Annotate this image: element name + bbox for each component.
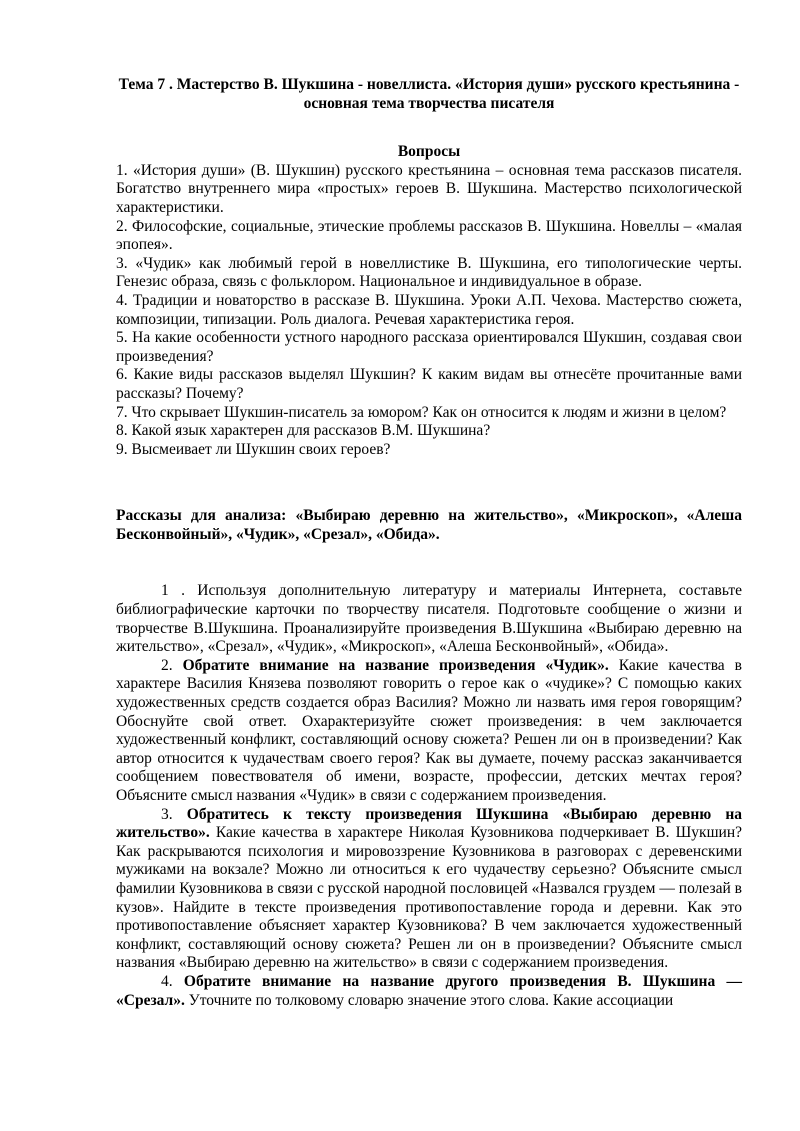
document-page (116, 76, 742, 1010)
task-bold-lead: Обратите внимание на название другого произведения В. Шукшина — «Срезал». (116, 972, 742, 1009)
task-bold-lead: Обратитесь к тексту произведения Шукшина «Выбираю деревню на жительство». (116, 805, 742, 842)
tasks-list (116, 582, 742, 1010)
task-number: 3. (161, 805, 173, 823)
questions-list (116, 162, 742, 460)
task-text: . Используя дополнительную литературу и материалы Интернета, составьте библиографические карточки по творчеству писателя. Подготовьте сообщение о жизни и творчестве В.Шукшина. Проанализируйте произведения В.Шукшина «Выбираю деревню на жительство», «Срезал», «Чудик», «Микроскоп», «Алеша Бесконвойный», «Обида». (116, 582, 742, 656)
page-title: Тема 7 . Мастерство В. Шукшина - новеллиста. «История души» русского крестьянина - основная тема творчества писателя (118, 76, 740, 112)
task-number: 4. (161, 972, 173, 990)
stories-for-analysis: Рассказы для анализа: «Выбираю деревню на жительство», «Микроскоп», «Алеша Бесконвойный», «Чудик», «Срезал», «Обида». (116, 507, 742, 543)
question-item: 2. Философские, социальные, этические проблемы рассказов В. Шукшина. Новеллы – «малая эпопея». (116, 217, 742, 254)
questions-heading: Вопросы (397, 143, 461, 161)
question-item: 4. Традиции и новаторство в рассказе В. Шукшина. Уроки А.П. Чехова. Мастерство сюжета, композиции, типизации. Роль диалога. Речевая характеристика героя. (116, 291, 742, 328)
task-item (116, 657, 742, 806)
question-item: 9. Высмеивает ли Шукшин своих героев? (116, 440, 391, 458)
question-item: 6. Какие виды рассказов выделял Шукшин? К каким видам вы отнесёте прочитанные вами рассказы? Почему? (116, 366, 742, 402)
question-item: 8. Какой язык характерен для рассказов В.М. Шукшина? (116, 422, 491, 440)
question-item: 1. «История души» (В. Шукшин) русского крестьянина – основная тема рассказов писателя. Богатство внутреннего мира «простых» героев В. Шукшина. Мастерство психологической характеристики. (116, 161, 742, 216)
task-text: Какие качества в характере Николая Кузовникова подчеркивает В. Шукшин? Как раскрываются психология и мировоззрение Кузовникова в разговорах с деревенскими мужиками на вокзале? Можно ли относиться к его чудачеству серьезно? Объясните смысл фамилии Кузовникова в связи с русской народной пословицей «Назвался груздем — полезай в кузов». Найдите в тексте произведения противопоставление города и деревни. Как это противопоставление объясняет характер Кузовникова? В чем заключается художественный конфликт, составляющий основу сюжета? Решен ли он в произведении? Объясните смысл названия «Выбираю деревню на жительство» в связи с содержанием произведения. (116, 824, 742, 972)
task-item (116, 582, 742, 656)
task-number: 2. (161, 656, 173, 674)
question-item: 7. Что скрывает Шукшин-писатель за юмором? Как он относится к людям и жизни в целом? (116, 403, 727, 421)
question-item: 5. На какие особенности устного народного рассказа ориентировался Шукшин, создавая свои произведения? (116, 329, 742, 365)
task-text: Какие качества в характере Василия Князева позволяют говорить о герое как о «чудике»? С помощью каких художественных средств создается образ Василия? Можно ли назвать имя героя говорящим? Обоснуйте свой ответ. Охарактеризуйте сюжет произведения: в чем заключается художественный конфликт, составляющий основу сюжета? Решен ли он в произведении? Как автор относится к чудачествам своего героя? Как вы думаете, почему рассказ заканчивается сообщением повествователя об имени, возрасте, профессии, детских мечтах героя? Объясните смысл названия «Чудик» в связи с содержанием произведения. (116, 656, 742, 804)
task-item (116, 973, 742, 1010)
task-bold-lead: Обратите внимание на название произведения «Чудик». (172, 656, 609, 674)
question-item: 3. «Чудик» как любимый герой в новеллистике В. Шукшина, его типологические черты. Генезис образа, связь с фольклором. Национальное и индивидуальное в образе. (116, 254, 742, 291)
task-number: 1 (161, 582, 169, 600)
task-item (116, 806, 742, 973)
task-text: Уточните по толковому словарю значение этого слова. Какие ассоциации (184, 991, 674, 1009)
